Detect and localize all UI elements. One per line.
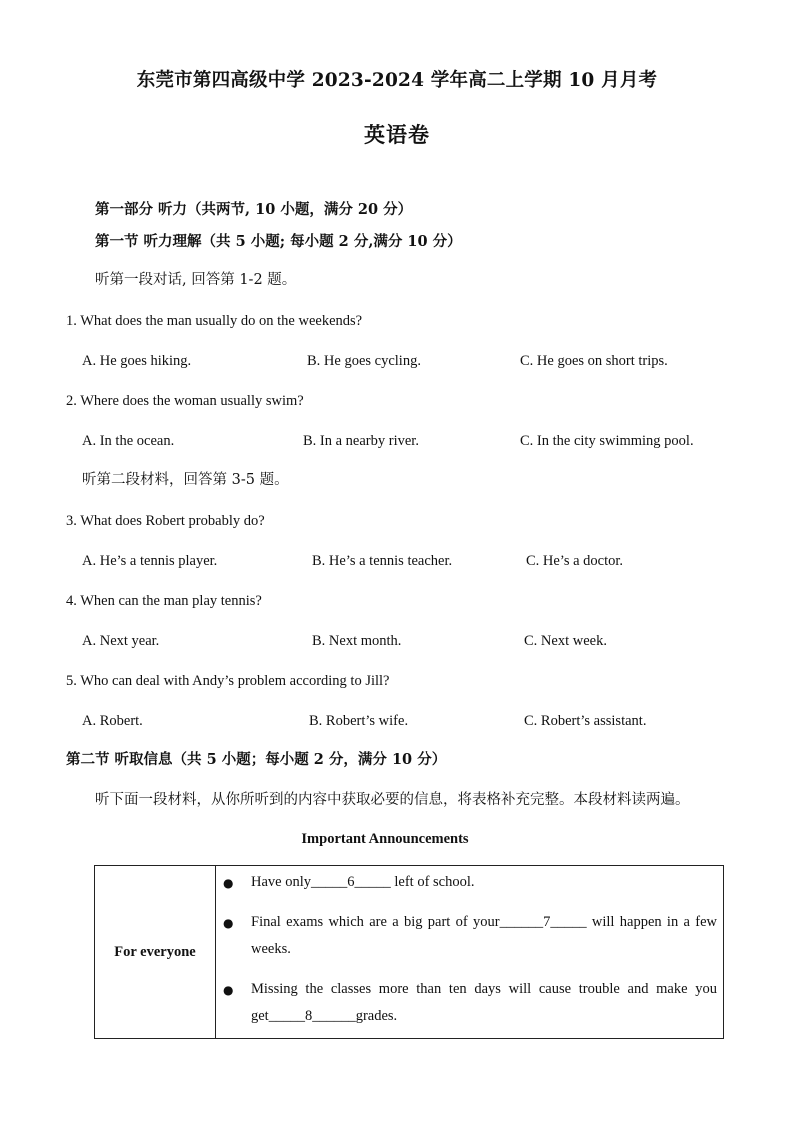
q5-option-a: A. Robert.	[82, 713, 143, 729]
section2-instruction: 听下面一段材料，从你所听到的内容中获取必要的信息，将表格补充完整。本段材料读两遍。	[95, 792, 690, 808]
q5-option-c: C. Robert’s assistant.	[524, 713, 647, 729]
bullet-icon: ●	[223, 876, 234, 890]
instruction-2: 听第二段材料，回答第 3-5 题。	[82, 472, 289, 488]
q4-option-a: A. Next year.	[82, 633, 160, 649]
section2-heading: 第二节 听取信息（共 5 小题；每小题 2 分，满分 10 分）	[66, 751, 447, 768]
question-3: 3. What does Robert probably do?	[66, 513, 265, 529]
bullet-icon: ●	[223, 916, 234, 930]
q2-option-b: B. In a nearby river.	[303, 433, 419, 449]
announcement-table	[94, 865, 724, 1039]
question-4: 4. When can the man play tennis?	[66, 593, 262, 609]
q1-option-a: A. He goes hiking.	[82, 353, 192, 369]
table-row-label: For everyone	[114, 943, 196, 960]
exam-title: 东莞市第四高级中学 2023-2024 学年高二上学期 10 月月考	[136, 70, 658, 91]
q4-option-c: C. Next week.	[524, 633, 607, 649]
instruction-1: 听第一段对话, 回答第 1-2 题。	[95, 272, 297, 288]
question-5: 5. Who can deal with Andy’s problem according to Jill?	[66, 673, 390, 689]
table-item-2: Final exams which are a big part of your______7_____ will happen in a few weeks.	[251, 914, 717, 957]
question-2: 2. Where does the woman usually swim?	[66, 393, 304, 409]
q3-option-c: C. He’s a doctor.	[526, 553, 624, 569]
question-1: 1. What does the man usually do on the weekends?	[66, 313, 363, 329]
table-item-1: Have only_____6_____ left of school.	[251, 874, 475, 890]
table-title: Important Announcements	[301, 831, 469, 847]
q3-option-a: A. He’s a tennis player.	[82, 553, 218, 569]
q4-option-b: B. Next month.	[312, 633, 402, 649]
q1-option-b: B. He goes cycling.	[307, 353, 421, 369]
q2-option-a: A. In the ocean.	[82, 433, 175, 449]
exam-subtitle: 英语卷	[364, 122, 430, 147]
table-item-3: Missing the classes more than ten days will cause trouble and make you get_____8______grades.	[251, 981, 717, 1024]
table-divider	[215, 866, 216, 1038]
section1-heading: 第一节 听力理解（共 5 小题; 每小题 2 分,满分 10 分）	[95, 233, 462, 250]
part1-heading: 第一部分 听力（共两节, 10 小题，满分 20 分）	[95, 201, 413, 218]
q2-option-c: C. In the city swimming pool.	[520, 433, 694, 449]
q3-option-b: B. He’s a tennis teacher.	[312, 553, 453, 569]
bullet-icon: ●	[223, 983, 234, 997]
q5-option-b: B. Robert’s wife.	[309, 713, 409, 729]
q1-option-c: C. He goes on short trips.	[520, 353, 668, 369]
